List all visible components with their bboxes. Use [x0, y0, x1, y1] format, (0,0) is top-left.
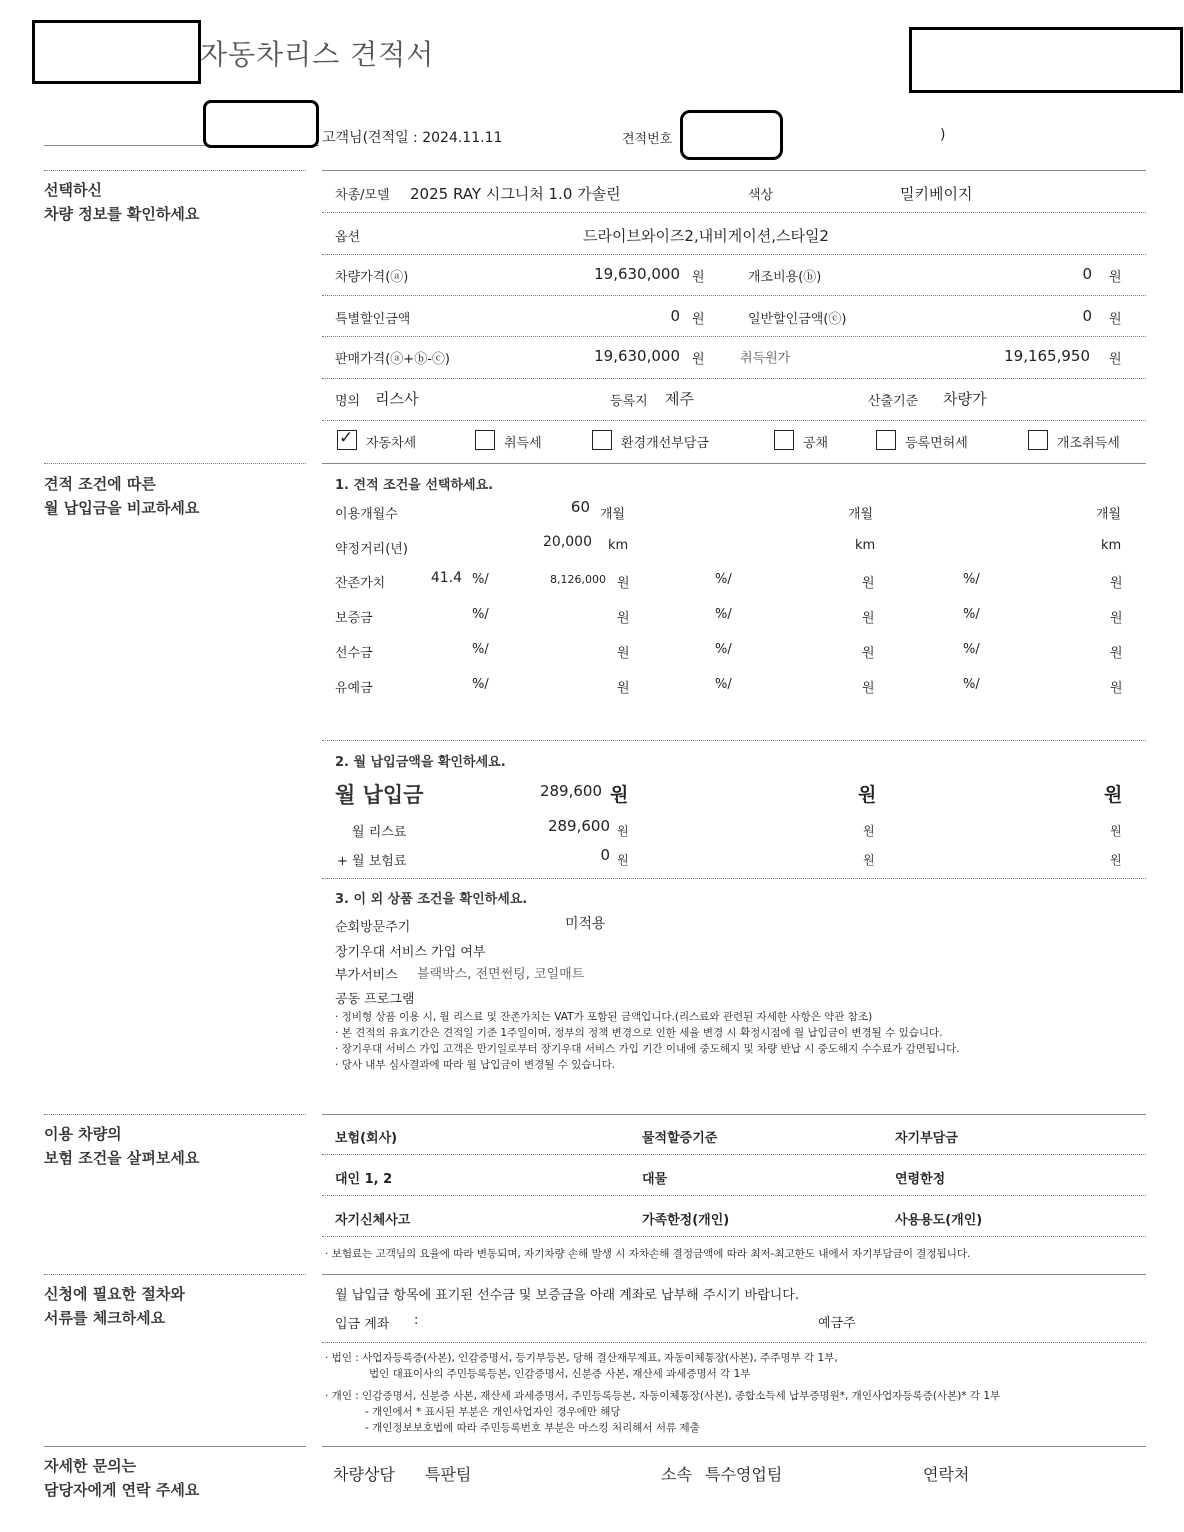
checkbox-environment-charge[interactable]: [592, 430, 612, 450]
section-title-contact: 자세한 문의는 담당자에게 연락 주세요: [44, 1457, 200, 1499]
monthly-insurance-won-1: 원: [617, 853, 629, 867]
general-discount-won: 원: [1109, 312, 1122, 327]
insurance-bodily: 대인 1, 2: [335, 1172, 393, 1187]
section-border: [322, 1446, 1146, 1447]
monthly-payment-label: 월 납입금: [335, 783, 424, 807]
checkbox-bond[interactable]: [774, 430, 794, 450]
row-divider: [322, 1195, 1146, 1196]
owner-value: 리스사: [375, 390, 419, 408]
checkbox-label-bond: 공채: [803, 436, 829, 451]
table-top-border: [322, 170, 1146, 171]
deposit-won-2: 원: [862, 611, 875, 626]
insurance-usage: 사용용도(개인): [895, 1213, 983, 1228]
price-label: 차량가격(ⓐ): [335, 270, 409, 285]
redaction-box-logo: [32, 20, 201, 84]
row-divider: [322, 1236, 1146, 1237]
insurance-note: · 보험료는 고객님의 요율에 따라 변동되며, 자기차량 손해 발생 시 자차손해 결정금액에 따라 최저-최고한도 내에서 자기부담금이 결정됩니다.: [325, 1248, 971, 1260]
insurance-family-limit: 가족한정(개인): [642, 1213, 730, 1228]
distance-value: 20,000: [543, 534, 592, 550]
visit-cycle-value: 미적용: [565, 916, 606, 932]
section-title-vehicle: 선택하신 차량 정보를 확인하세요: [44, 181, 200, 223]
period-unit-1: 개월: [600, 507, 626, 522]
residual-amount: 8,126,000: [550, 573, 606, 586]
insurance-header-deductible: 자기부담금: [895, 1131, 958, 1146]
special-discount-won: 원: [692, 312, 705, 327]
row-divider: [322, 1342, 1146, 1343]
reserve-won-2: 원: [862, 681, 875, 696]
advance-won-3: 원: [1110, 646, 1123, 661]
monthly-insurance-value: 0: [600, 846, 610, 864]
account-label: 입금 계좌: [335, 1317, 390, 1332]
acquisition-cost-value: 19,165,950: [1004, 347, 1090, 365]
sale-price-value: 19,630,000: [594, 347, 680, 365]
advance-pct-unit-1: %/: [472, 642, 489, 657]
monthly-lease-won-2: 원: [863, 824, 875, 838]
page-title: 자동차리스 견적서: [200, 38, 435, 71]
distance-unit-1: km: [608, 538, 629, 553]
note-item: · 정비형 상품 이용 시, 월 리스료 및 잔존가치는 VAT가 포함된 금액입니다.(리스료와 관련된 자세한 사항은 약관 참조): [335, 1011, 873, 1023]
individual-docs-line-2: - 개인에서 * 표시된 부분은 개인사업자인 경우에만 해당: [365, 1406, 621, 1418]
residual-label: 잔존가치: [335, 576, 386, 591]
reserve-won-3: 원: [1110, 681, 1123, 696]
section-divider: [44, 463, 306, 464]
consult-label: 차량상담: [333, 1465, 395, 1484]
basis-label: 산출기준: [868, 394, 919, 409]
extra-service-label: 부가서비스: [335, 968, 398, 983]
section-title-procedure: 신청에 필요한 절차와 서류를 체크하세요: [44, 1285, 185, 1327]
checkbox-label-acquisition-tax: 취득세: [504, 436, 542, 451]
section-divider: [322, 878, 1146, 879]
residual-pct-unit-3: %/: [963, 572, 980, 587]
advance-pct-unit-2: %/: [715, 642, 732, 657]
period-unit-3: 개월: [1096, 507, 1122, 522]
deposit-pct-unit-2: %/: [715, 607, 732, 622]
visit-cycle-label: 순회방문주기: [335, 920, 411, 935]
residual-pct-unit-1: %/: [472, 572, 489, 587]
distance-unit-3: km: [1101, 538, 1122, 553]
section-border: [322, 1114, 1146, 1115]
row-divider: [322, 254, 1146, 255]
reserve-label: 유예금: [335, 681, 373, 696]
insurance-header-surcharge: 물적할증기준: [642, 1131, 718, 1146]
program-label: 공동 프로그램: [335, 992, 415, 1007]
corporate-docs-line-2: 법인 대표이사의 주민등록등본, 인감증명서, 신분증 사본, 재산세 과세증명서 각 1부: [369, 1368, 751, 1380]
extra-service-value: 블랙박스, 전면썬팅, 코일매트: [417, 967, 585, 982]
section-divider: [44, 1446, 306, 1447]
section-divider: [44, 1274, 306, 1275]
row-divider: [322, 1154, 1146, 1155]
residual-percent: 41.4: [430, 570, 462, 586]
deposit-pct-unit-3: %/: [963, 607, 980, 622]
checkbox-modification-tax[interactable]: [1028, 430, 1048, 450]
deposit-label: 보증금: [335, 611, 373, 626]
monthly-lease-won-1: 원: [617, 824, 629, 838]
note-item: · 장기우대 서비스 가입 고객은 만기일로부터 장기우대 서비스 가입 기간 이내에 중도해지 및 차량 반납 시 중도해지 수수료가 감면됩니다.: [335, 1043, 960, 1055]
row-divider: [322, 420, 1146, 421]
row-divider: [322, 336, 1146, 337]
monthly-payment-value: 289,600: [539, 782, 602, 800]
option-label: 옵션: [335, 230, 361, 245]
procedure-intro: 월 납입금 항목에 표기된 선수금 및 보증금을 아래 계좌로 납부해 주시기 바랍니다.: [335, 1288, 800, 1303]
section-divider: [44, 1114, 306, 1115]
checkbox-registration-tax[interactable]: [876, 430, 896, 450]
redaction-box-customer-name: [203, 100, 319, 148]
checkbox-label-registration-tax: 등록면허세: [905, 436, 968, 451]
monthly-insurance-won-3: 원: [1110, 853, 1122, 867]
monthly-payment-won-2: 원: [858, 784, 877, 806]
period-label: 이용개월수: [335, 507, 398, 522]
redaction-box-quote-number: [680, 110, 783, 160]
insurance-self-injury: 자기신체사고: [335, 1213, 411, 1228]
section-border: [322, 1274, 1146, 1275]
other-heading: 3. 이 외 상품 조건을 확인하세요.: [335, 892, 528, 907]
insurance-age-limit: 연령한정: [895, 1172, 946, 1187]
acquisition-cost-label: 취득원가: [740, 351, 791, 366]
payment-heading: 2. 월 납입금액을 확인하세요.: [335, 755, 506, 770]
model-value: 2025 RAY 시그니처 1.0 가솔린: [410, 185, 621, 203]
notes-list: [335, 1009, 1135, 1073]
longterm-service-label: 장기우대 서비스 가입 여부: [335, 945, 486, 960]
note-item: · 당사 내부 심사결과에 따라 월 납입금이 변경될 수 있습니다.: [335, 1059, 616, 1071]
modify-value: 0: [1082, 265, 1092, 283]
monthly-payment-won-3: 원: [1104, 784, 1123, 806]
modify-label: 개조비용(ⓑ): [748, 270, 822, 285]
reserve-pct-unit-2: %/: [715, 677, 732, 692]
sale-price-label: 판매가격(ⓐ+ⓑ-ⓒ): [335, 352, 450, 367]
individual-docs: [325, 1388, 1145, 1436]
registration-value: 제주: [665, 390, 694, 408]
section-title-compare: 견적 조건에 따른 월 납입금을 비교하세요: [44, 475, 200, 517]
color-value: 밀키베이지: [900, 185, 973, 203]
corporate-docs: [325, 1350, 1145, 1382]
reserve-pct-unit-3: %/: [963, 677, 980, 692]
section-divider: [44, 170, 306, 171]
advance-label: 선수금: [335, 646, 373, 661]
checkbox-label-modification-tax: 개조취득세: [1057, 436, 1120, 451]
residual-pct-unit-2: %/: [715, 572, 732, 587]
acquisition-cost-won: 원: [1109, 352, 1122, 367]
residual-won-2: 원: [862, 576, 875, 591]
individual-docs-line-1: · 개인 : 인감증명서, 신분증 사본, 재산세 과세증명서, 주민등록등본, 자동이체통장(사본), 종합소득세 납부증명원*, 개인사업자등록증(사본)* 각 1부: [325, 1390, 1001, 1402]
distance-label: 약정거리(년): [335, 542, 408, 557]
insurance-property: 대물: [642, 1172, 668, 1187]
advance-won-2: 원: [862, 646, 875, 661]
model-label: 차종/모델: [335, 188, 390, 203]
basis-value: 차량가: [943, 390, 987, 408]
department-label: 소속: [661, 1465, 692, 1484]
special-discount-value: 0: [670, 307, 680, 325]
price-value: 19,630,000: [594, 265, 680, 283]
checkbox-label-environment-charge: 환경개선부담금: [621, 436, 709, 451]
account-colon: :: [414, 1313, 419, 1328]
reserve-won-1: 원: [617, 681, 630, 696]
redaction-box-top-right: [909, 27, 1183, 93]
period-unit-2: 개월: [848, 507, 874, 522]
monthly-insurance-label: + 월 보험료: [337, 854, 407, 869]
consult-value: 특판팀: [425, 1465, 472, 1484]
row-divider: [322, 295, 1146, 296]
section-border: [322, 463, 1146, 464]
modify-won: 원: [1109, 270, 1122, 285]
account-holder-label: 예금주: [818, 1316, 856, 1331]
deposit-pct-unit-1: %/: [472, 607, 489, 622]
deposit-won-1: 원: [617, 611, 630, 626]
individual-docs-line-3: - 개인정보보호법에 따라 주민등록번호 부분은 마스킹 처리해서 서류 제출: [365, 1422, 700, 1434]
general-discount-label: 일반할인금액(ⓒ): [748, 312, 847, 327]
monthly-payment-won-1: 원: [610, 784, 629, 806]
phone-label: 연락처: [923, 1465, 970, 1484]
checkmark-icon: ✓: [339, 428, 354, 448]
row-divider: [322, 378, 1146, 379]
checkbox-auto-tax[interactable]: [337, 430, 357, 450]
checkbox-acquisition-tax[interactable]: [475, 430, 495, 450]
general-discount-value: 0: [1082, 307, 1092, 325]
conditions-heading: 1. 견적 조건을 선택하세요.: [335, 478, 494, 493]
sale-price-won: 원: [692, 352, 705, 367]
monthly-lease-label: 월 리스료: [352, 825, 407, 840]
option-value: 드라이브와이즈2,내비게이션,스타일2: [583, 227, 829, 245]
residual-won-3: 원: [1110, 576, 1123, 591]
quote-number-label: 견적번호: [622, 132, 673, 147]
owner-label: 명의: [335, 394, 361, 409]
deposit-won-3: 원: [1110, 611, 1123, 626]
registration-label: 등록지: [610, 394, 648, 409]
monthly-lease-won-3: 원: [1110, 824, 1122, 838]
special-discount-label: 특별할인금액: [335, 312, 411, 327]
residual-won-1: 원: [617, 576, 630, 591]
section-divider: [322, 740, 1146, 741]
insurance-header-company: 보험(회사): [335, 1131, 398, 1146]
customer-label: 고객님(견적일 : 2024.11.11: [322, 130, 503, 146]
advance-won-1: 원: [617, 646, 630, 661]
monthly-insurance-won-2: 원: [863, 853, 875, 867]
quote-number-close: ): [940, 127, 946, 143]
color-label: 색상: [748, 188, 774, 203]
corporate-docs-line-1: · 법인 : 사업자등록증(사본), 인감증명서, 등기부등본, 당해 결산재무제표, 자동이체통장(사본), 주주명부 각 1부,: [325, 1352, 838, 1364]
period-value: 60: [570, 498, 590, 516]
checkbox-label-auto-tax: 자동차세: [366, 436, 417, 451]
price-won: 원: [692, 270, 705, 285]
department-value: 특수영업팀: [705, 1465, 783, 1484]
row-divider: [322, 212, 1146, 213]
section-title-insurance: 이용 차량의 보험 조건을 살펴보세요: [44, 1125, 200, 1167]
note-item: · 본 견적의 유효기간은 견적일 기준 1주일이며, 정부의 정책 변경으로 인한 세율 변경 시 확정시점에 월 납입금이 변경될 수 있습니다.: [335, 1027, 943, 1039]
distance-unit-2: km: [855, 538, 876, 553]
monthly-lease-value: 289,600: [547, 817, 610, 835]
advance-pct-unit-3: %/: [963, 642, 980, 657]
reserve-pct-unit-1: %/: [472, 677, 489, 692]
